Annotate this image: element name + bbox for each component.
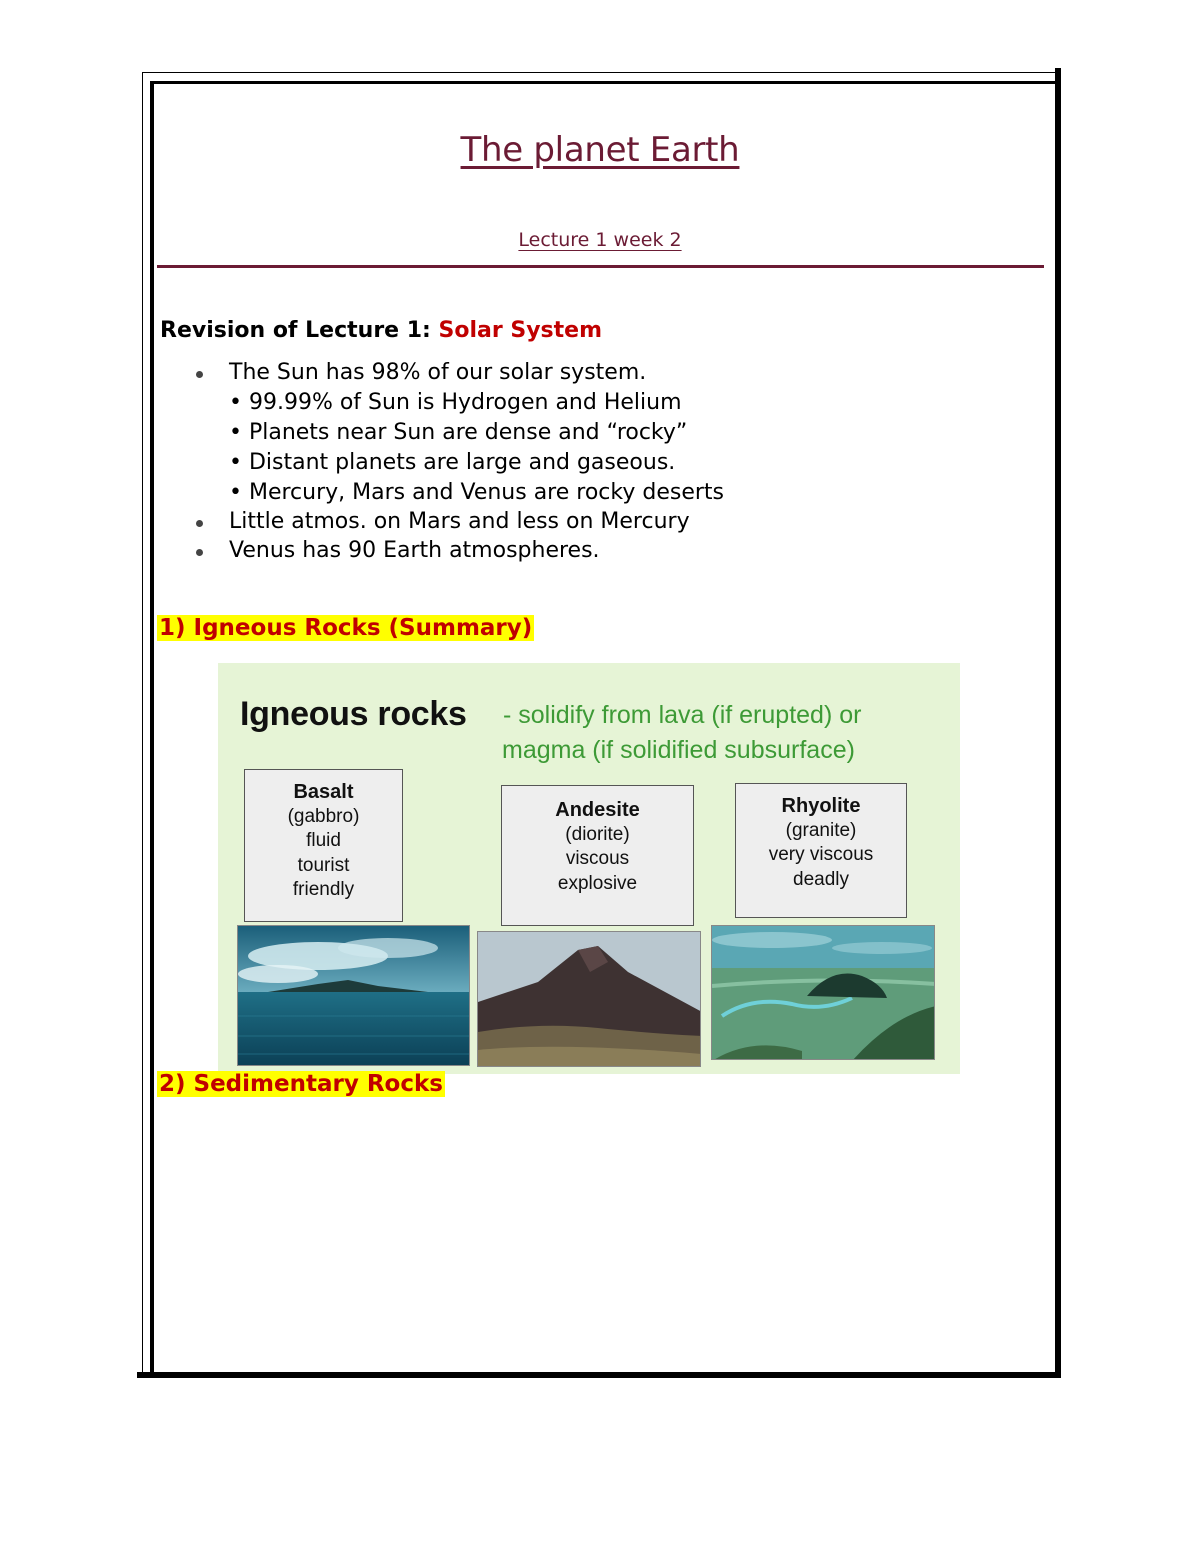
rock-detail: very viscous (768, 844, 874, 865)
revision-label: Revision of Lecture 1: (160, 318, 439, 343)
revision-list-item (229, 538, 600, 563)
rock-name: Rhyolite (781, 795, 861, 817)
document-subtitle: Lecture 1 week 2 (518, 229, 682, 251)
revision-list-item (229, 450, 675, 475)
revision-list-item (229, 509, 690, 534)
revision-list-item-text: Venus has 90 Earth atmospheres. (229, 538, 600, 563)
slide-heading: Igneous rocks (240, 695, 467, 733)
revision-list-item-text: • 99.99% of Sun is Hydrogen and Helium (229, 390, 682, 415)
bullet-dot-icon (196, 549, 203, 556)
revision-list-item (229, 390, 682, 415)
cone-volcano-photo (477, 931, 701, 1067)
rock-detail: viscous (565, 848, 630, 869)
rock-detail: friendly (292, 879, 355, 900)
slide-subheading-line1: - solidify from lava (if erupted) or (503, 701, 862, 729)
revision-heading (160, 318, 602, 343)
slide-subheading-line2: magma (if solidified subsurface) (502, 736, 855, 764)
island-volcano-photo (237, 925, 470, 1066)
revision-list-item (229, 420, 687, 445)
section-heading-igneous: 1) Igneous Rocks (Summary) (159, 615, 533, 641)
rock-detail: tourist (297, 854, 350, 876)
rock-name: Andesite (555, 799, 640, 821)
revision-list-item-text: • Distant planets are large and gaseous. (229, 450, 676, 475)
rock-name: Basalt (293, 781, 354, 803)
revision-list-item-text: Little atmos. on Mars and less on Mercury (229, 509, 690, 534)
title-divider (157, 265, 1044, 268)
section-heading-sedimentary: 2) Sedimentary Rocks (159, 1071, 443, 1097)
document-title: The planet Earth (460, 130, 740, 170)
rock-detail: explosive (557, 872, 638, 894)
revision-list-item (229, 480, 724, 505)
bullet-dot-icon (196, 520, 203, 527)
page-border-shadow-right (1055, 68, 1061, 1378)
rock-detail: (granite) (785, 819, 857, 841)
rock-detail: deadly (793, 868, 849, 890)
rock-detail: fluid (306, 830, 341, 851)
rock-detail: (diorite) (565, 823, 630, 845)
rock-card-rhyolite (735, 783, 907, 918)
dome-volcano-photo (711, 925, 935, 1060)
revision-list-item-text: • Planets near Sun are dense and “rocky” (229, 420, 688, 445)
igneous-rocks-slide (218, 663, 960, 1074)
revision-list-item-text: • Mercury, Mars and Venus are rocky deserts (229, 480, 724, 505)
rock-card-basalt (244, 769, 403, 922)
page-border-shadow-bottom (137, 1372, 1061, 1378)
revision-list-item-text: The Sun has 98% of our solar system. (229, 360, 647, 385)
rock-card-andesite (501, 785, 694, 926)
rock-detail: (gabbro) (287, 805, 360, 827)
revision-list-item (229, 360, 646, 385)
bullet-dot-icon (196, 371, 203, 378)
revision-topic: Solar System (438, 318, 603, 343)
